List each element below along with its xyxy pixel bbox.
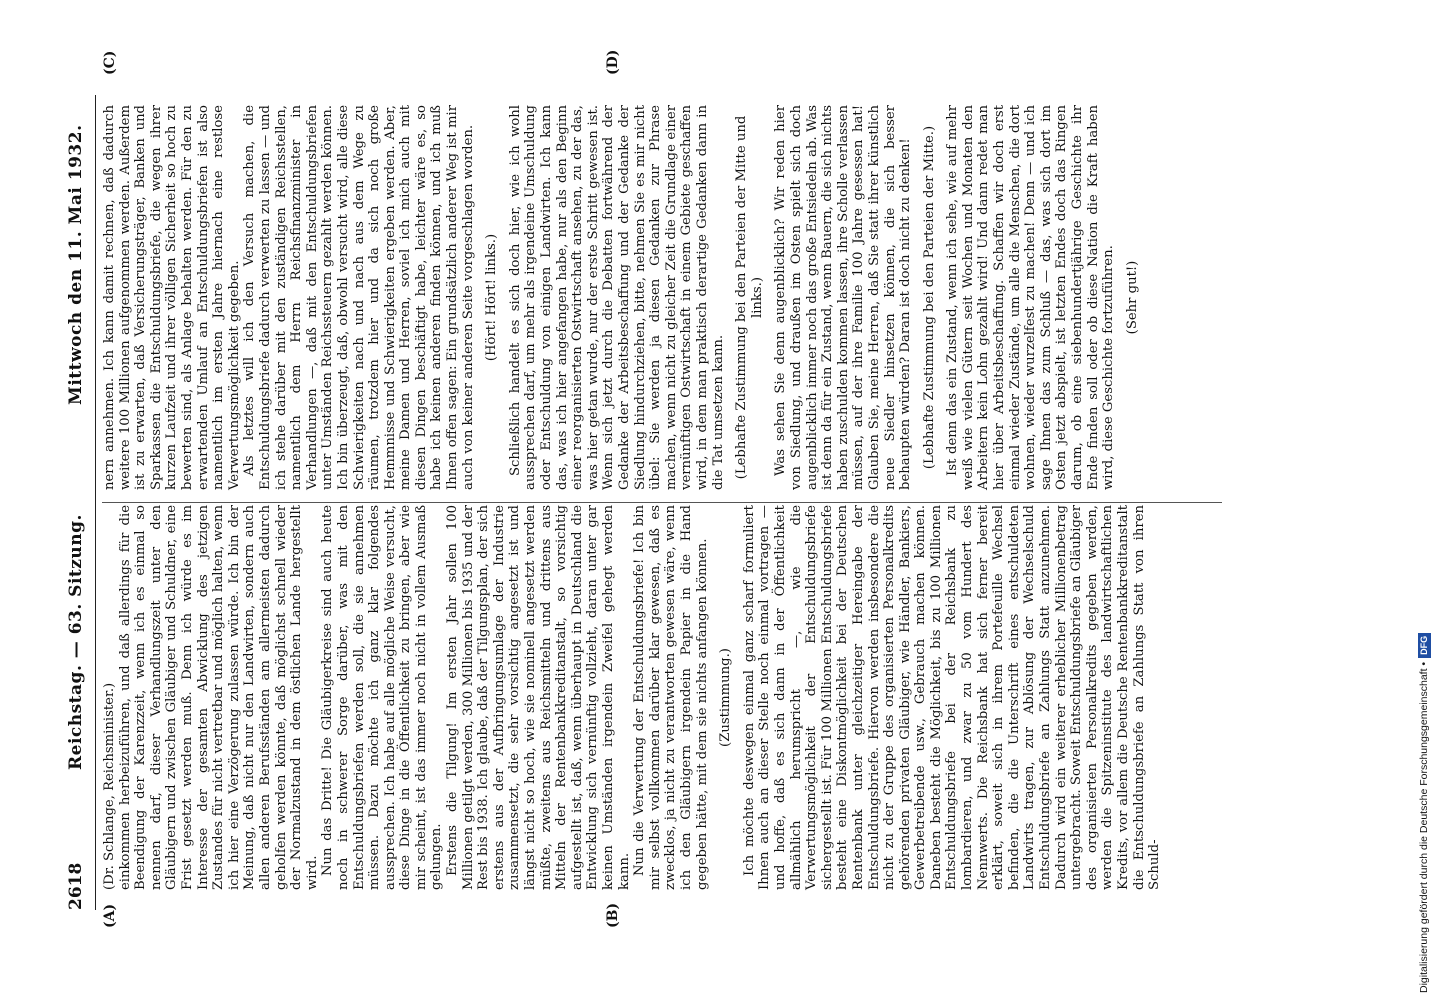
interjection: (Zustimmung.): [718, 648, 734, 747]
header-rule: [95, 95, 96, 910]
running-head-right: Mittwoch den 11. Mai 1932.: [66, 124, 86, 405]
paragraph: Als letztes will ich den Versuch machen, die Entschuldungsbriefe dadurch verwerten zu lassen — und ich stehe darüber mit den zuständigen Reichsstellen, namentlich dem Herrn Reichsfinanzminister in Verhandlungen —, daß mit den Entschuldungsbriefen unter Umständen Reichssteuern gezahlt werden können. Ich bin überzeugt, daß, obwohl versucht wird, alle diese Schwierigkeiten nach und nach aus dem Wege zu räumen, trotzdem hier und da sich noch große Hemmnisse und Schwierigkeiten ergeben werden. Aber, meine Damen und Herren, soviel ich mich auch mit diesen Dingen beschäftigt habe, leichter wäre es, so habe ich keinen anderen finden können, und ich muß Ihnen offen sagen: Ein grundsätzlich anderer Weg ist mir auch von keiner anderen Seite vorgeschlagen worden.: [242, 105, 476, 490]
running-head-left: Reichstag. — 63. Sitzung.: [66, 514, 86, 770]
speaker-line: (Dr. Schlange, Reichsminister.): [102, 682, 117, 890]
margin-marker-b: (B): [605, 902, 621, 928]
paragraph: nern annehmen. Ich kann damit rechnen, daß dadurch weitere 100 Millionen aufgenommen werden. Außerdem ist zu erwarten, daß Versicherungsträger, Banken und Sparkassen die Entschuldungsbriefe, die wegen ihrer kurzen Laufzeit und ihrer völligen Sicherheit so hoch zu bewerten sind, als Anlage behalten werden. Für den zu erwartenden Umlauf an Entschuldungsbriefen ist also namentlich im ersten Jahre hiernach eine restlose Verwertungsmöglichkeit gegeben.: [102, 105, 242, 490]
dfg-logo: DFG: [1418, 633, 1431, 658]
paragraph: Ist denn das ein Zustand, wenn ich sehe, wie auf mehr weiß wie vielen Gütern seit Wochen und Monaten den Arbeitern kein Lohn gezahlt wird! Und dann redet man hier über Arbeitsbeschaffung. Schaffen wir doch erst einmal wieder Zustände, um alle die Menschen, die dort wohnen, wieder wurzelfest zu machen! Denn — und ich sage Ihnen das zum Schluß — das, was sich dort im Osten jetzt abspielt, ist letzten Endes doch das Ringen darum, ob eine siebenhundertjährige Geschichte ihr Ende finden soll oder ob diese Nation die Kraft haben wird, diese Geschichte fortzuführen.: [945, 105, 1117, 490]
paragraph: Nun die Verwertung der Entschuldungsbriefe! Ich bin mir selbst vollkommen darüber klar gewesen, daß es zwecklos, ja nicht zu verantworten gewesen wäre, wenn ich den Gläubigern irgendein Papier in die Hand gegeben hätte, mit dem sie nichts anfangen können.: [632, 505, 710, 890]
interjection: (Lebhafte Zustimmung bei den Parteien der Mitte.): [921, 125, 937, 470]
paragraph: Nun das Dritte! Die Gläubigerkreise sind auch heute noch in schwerer Sorge darüber, was mit den Entschuldungsbriefen werden soll, die sie annehmen müssen. Dazu möchte ich ganz klar folgendes aussprechen. Ich habe auf alle mögliche Weise versucht, diese Dinge in die Öffentlichkeit zu bringen, aber wie mir scheint, ist das immer noch nicht in vollem Ausmaß gelungen.: [320, 505, 445, 890]
page-number: 2618: [66, 862, 86, 910]
margin-marker-d: (D): [605, 49, 621, 75]
paragraph: Was sehen Sie denn augenblicklich? Wir reden hier von Siedlung, und draußen im Osten spielt sich doch augenblicklich immer noch das große Entsiedeln ab. Was ist denn da für ein Zustand, wenn Bauern, die sich nichts haben zuschulden kommen lassen, ihre Scholle verlassen müssen, auf der ihre Familie 100 Jahre gesessen hat! Glauben Sie, meine Herren, daß Sie statt ihrer künstlich neue Siedler hinsetzen können, die sich besser behaupten würden? Daran ist doch nicht zu denken!: [773, 105, 914, 490]
interjection: (Lebhafte Zustimmung bei den Parteien der Mitte und links.): [734, 115, 765, 480]
column-divider: [102, 502, 1222, 503]
paragraph: Ich möchte deswegen einmal ganz scharf formuliert Ihnen auch an dieser Stelle noch einmal vortragen — und hoffe, daß es sich dann in der Öffentlichkeit allmählich herumspricht —, wie die Verwertungsmöglichkeit der Entschuldungsbriefe sichergestellt ist. Für 100 Millionen Entschuldungsbriefe besteht eine Diskontmöglichkeit bei der Deutschen Rentenbank unter gleichzeitiger Hereingabe der Entschuldungsbriefe. Hiervon werden insbesondere die nicht zu der Gruppe des organisierten Personalkredits gehörenden privaten Gläubiger, wie Händler, Bankiers, Gewerbetreibende usw., Gebrauch machen können. Daneben besteht die Möglichkeit, bis zu 100 Millionen Entschuldungsbriefe bei der Reichsbank zu lombardieren, und zwar zu 50 vom Hundert des Nennwerts. Die Reichsbank hat sich ferner bereit erklärt, soweit sich in ihrem Portefeuille Wechsel befinden, die die Unterschrift eines entschuldeten Landwirts tragen, zur Ablösung der Wechselschuld Entschuldungsbriefe an Zahlungs Statt anzunehmen. Dadurch wird ein weiterer erheblicher Millionenbetrag untergebracht. Soweit Entschuldungsbriefe an Gläubiger des organisierten Personalkredits gegeben werden, werden die Spitzeninstitute des landwirtschaftlichen Kredits, vor allem die Deutsche Rentenbankkreditanstalt die Entschuldungsbriefe an Zahlungs Statt von ihren Schuld-: [741, 505, 1163, 890]
margin-marker-c: (C): [102, 50, 118, 75]
paragraph: Schließlich handelt es sich doch hier, wie ich wohl aussprechen darf, um mehr als irgendeine Umschuldung oder Entschuldung von einigen Landwirten. Ich kann das, was ich hier angefangen habe, nur als den Beginn einer reorganisierten Ostwirtschaft ansehen, zu der das, was hier getan wurde, nur der erste Schritt gewesen ist. Wenn sich jetzt durch die Debatten fortwährend der Gedanke der Arbeitsbeschaffung und der Gedanke der Siedlung hindurchziehen, bitte, nehmen Sie es mir nicht übel: Sie werden ja diesen Gedanken zur Phrase machen, wenn nicht zu gleicher Zeit die Grundlage einer vernünftigen Ostwirtschaft in einem Gebiete geschaffen wird, in dem man praktisch derartige Gedanken dann in die Tat umsetzen kann.: [507, 105, 726, 490]
margin-marker-a: (A): [102, 903, 118, 928]
digitisation-notice-text: Digitalisierung gefördert durch die Deutsche Forschungsgemeinschaft •: [1418, 661, 1430, 993]
paragraph: Erstens die Tilgung! Im ersten Jahr sollen 100 Millionen getilgt werden, 300 Millionen bis 1935 und der Rest bis 1938. Ich glaube, daß der Tilgungsplan, der sich erstens aus der Aufbringungsumlage der Industrie zusammensetzt, die sehr vorsichtig angesetzt ist und längst nicht so hoch, wie sie nominell angesetzt werden müßte, zweitens aus Reichsmitteln und drittens aus Mitteln der Rentenbankkreditanstalt, so vorsichtig aufgestellt ist, daß, wenn überhaupt in Deutschland die Entwicklung sich vernünftig vollzieht, daran unter gar keinen Umständen irgendein Zweifel gehegt werden kann.: [445, 505, 632, 890]
interjection: (Hört! Hört! links.): [484, 233, 500, 362]
paragraph: einkommen herbeizuführen, und daß allerdings für die Beendigung der Karenzzeit, wenn ich es einmal so nennen darf, dieser Verhandlungszeit unter den Gläubigern und zwischen Gläubiger und Schuldner, eine Frist gesetzt werden muß. Denn ich würde es im Interesse der gesamten Abwicklung des jetzigen Zustandes für nicht vertretbar und möglich halten, wenn ich hier eine Verzögerung zulassen würde. Ich bin der Meinung, daß nicht nur den Landwirten, sondern auch allen anderen Berufsständen am allermeisten dadurch geholfen werden könnte, daß möglichst schnell wieder der Normalzustand in dem östlichen Lande hergestellt wird.: [117, 505, 320, 890]
page-header: [62, 95, 92, 910]
interjection: (Sehr gut!): [1124, 260, 1140, 335]
digitisation-notice: [1415, 8, 1433, 993]
left-column: [102, 505, 1163, 890]
right-column: [102, 105, 1148, 490]
